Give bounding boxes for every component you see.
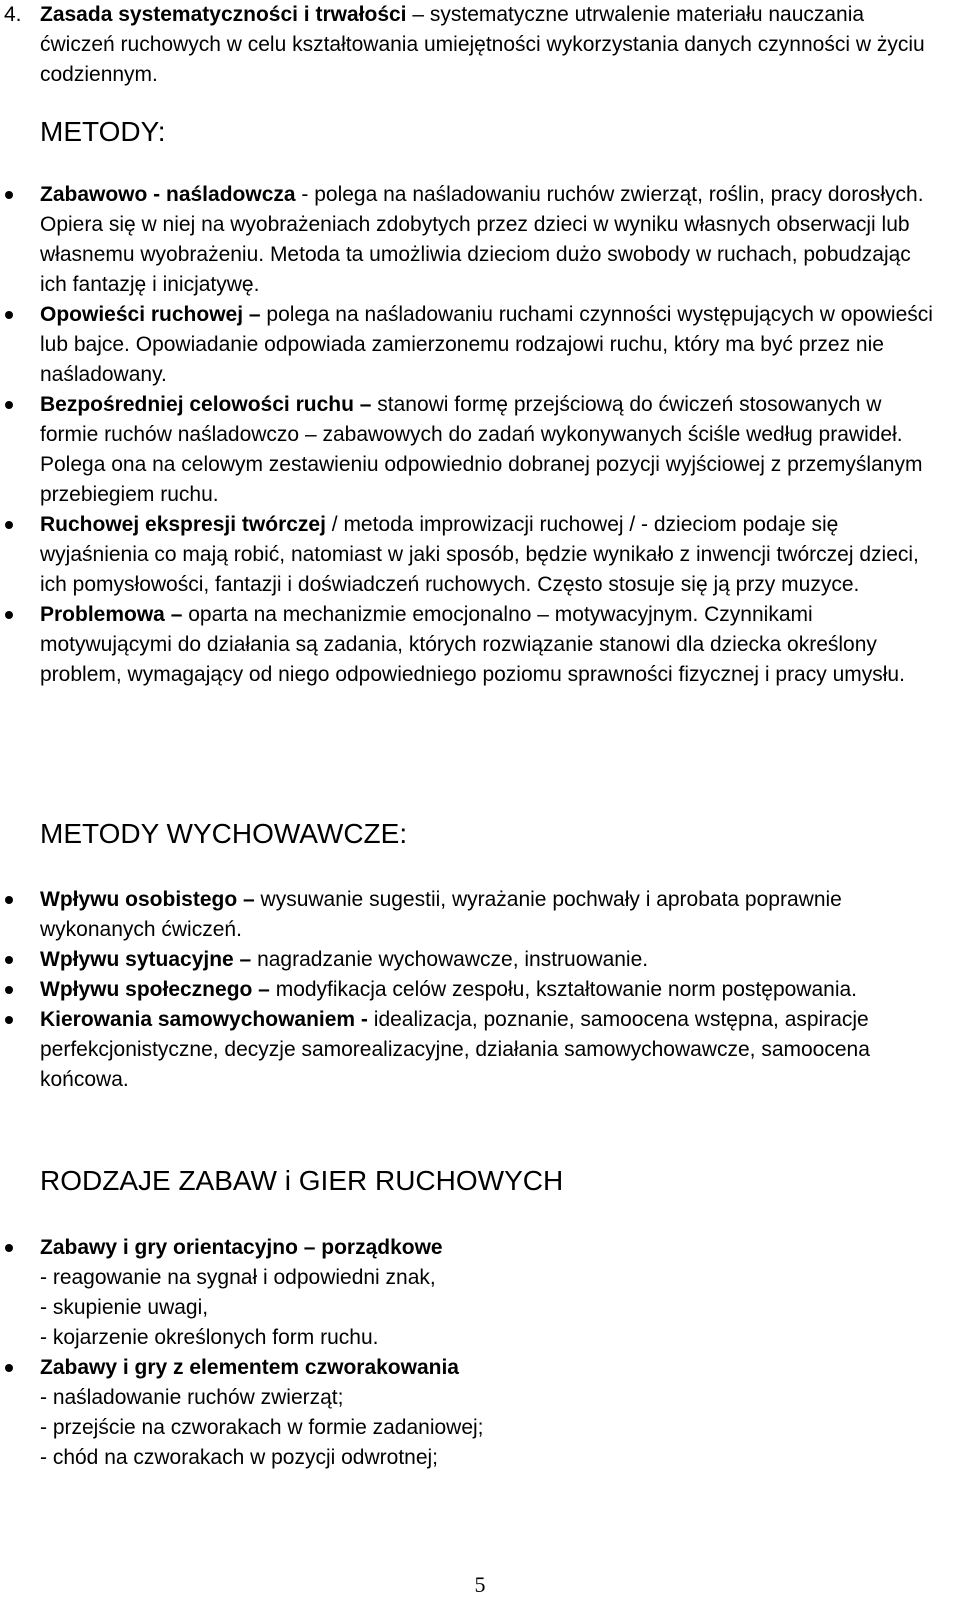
item-title: Wpływu społecznego – <box>40 978 270 1001</box>
bullet-icon <box>5 191 13 199</box>
item-title: Zabawy i gry z elementem czworakowania <box>40 1356 459 1379</box>
item-title: Zabawy i gry orientacyjno – porządkowe <box>40 1236 443 1259</box>
item-title: Wpływu sytuacyjne – <box>40 948 252 971</box>
item-title: Wpływu osobistego – <box>40 888 255 911</box>
list-item <box>0 180 940 300</box>
sub-point: - kojarzenie określonych form ruchu. <box>40 1326 379 1349</box>
sub-point: - naśladowanie ruchów zwierząt; <box>40 1386 344 1409</box>
item-text: / metoda improwizacji ruchowej / - dzieciom podaje się wyjaśnienia co mają robić, natomiast w jaki sposób, będzie wynikało z inwencji twórczej dzieci, ich pomysłowości, fantazji i doświadczeń ruchowych. Często stosuje się ją przy muzyce. <box>40 513 919 596</box>
list-item <box>0 945 940 975</box>
item-title: Ruchowej ekspresji twórczej <box>40 513 326 536</box>
list-item <box>0 300 940 390</box>
section-heading-wychowawcze: METODY WYCHOWAWCZE: <box>40 818 408 849</box>
item-text: wysuwanie sugestii, wyrażanie pochwały i aprobata poprawnie wykonanych ćwiczeń. <box>40 888 842 941</box>
bullet-icon <box>5 311 13 319</box>
bullet-icon <box>5 1364 13 1372</box>
list-item <box>0 1233 940 1353</box>
list-item <box>0 1353 940 1473</box>
item-number: 4. <box>4 3 22 26</box>
page-number: 5 <box>474 1572 486 1597</box>
rodzaje-list <box>0 1233 940 1473</box>
section-heading-rodzaje: RODZAJE ZABAW i GIER RUCHOWYCH <box>40 1165 564 1196</box>
item-text: polega na naśladowaniu ruchami czynności występujących w opowieści lub bajce. Opowiadanie odpowiada zamierzonemu rodzajowi ruchu, który ma być przez nie naśladowany. <box>40 303 933 386</box>
bullet-icon <box>5 956 13 964</box>
item-title: Opowieści ruchowej – <box>40 303 261 326</box>
section-heading-metody: METODY: <box>40 116 166 147</box>
item-title: Bezpośredniej celowości ruchu – <box>40 393 372 416</box>
sub-point: - przejście na czworakach w formie zadaniowej; <box>40 1416 484 1439</box>
item-body <box>40 0 934 90</box>
item-text: stanowi formę przejściową do ćwiczeń stosowanych w formie ruchów naśladowczo – zabawowych do zadań wykonywanych ściśle według prawideł. Polega ona na celowym zestawieniu odpowiednio dobranej pozycji wyjściowej z przemyślanym przebiegiem ruchu. <box>40 393 923 506</box>
item-title: Zasada systematyczności i trwałości <box>40 3 407 26</box>
bullet-icon <box>5 1244 13 1252</box>
item-text: – systematyczne utrwalenie materiału nauczania ćwiczeń ruchowych w celu kształtowania umiejętności wykorzystania danych czynności w życiu codziennym. <box>40 3 925 86</box>
bullet-icon <box>5 611 13 619</box>
list-item <box>0 1005 940 1095</box>
item-text: oparta na mechanizmie emocjonalno – motywacyjnym. Czynnikami motywującymi do działania są zadania, których rozwiązanie stanowi dla dziecka określony problem, wymagający od niego odpowiedniego poziomu sprawności fizycznej i pracy umysłu. <box>40 603 905 686</box>
metody-list <box>0 180 940 690</box>
bullet-icon <box>5 986 13 994</box>
bullet-icon <box>5 896 13 904</box>
numbered-item-4 <box>4 0 934 90</box>
list-item <box>0 975 940 1005</box>
item-text: idealizacja, poznanie, samoocena wstępna, aspiracje perfekcjonistyczne, decyzje samorealizacyjne, działania samowychowawcze, samoocena końcowa. <box>40 1008 870 1091</box>
bullet-icon <box>5 1016 13 1024</box>
item-text: modyfikacja celów zespołu, kształtowanie norm postępowania. <box>269 978 858 1001</box>
item-text: - polega na naśladowaniu ruchów zwierząt, roślin, pracy dorosłych. Opiera się w niej na wyobrażeniach zdobytych przez dzieci w wyniku własnych obserwacji lub własnemu wyobrażeniu. Metoda ta umożliwia dzieciom dużo swobody w ruchach, pobudzając ich fantazję i inicjatywę. <box>40 183 924 296</box>
list-item <box>0 885 940 945</box>
bullet-icon <box>5 401 13 409</box>
sub-point: - skupienie uwagi, <box>40 1296 209 1319</box>
sub-point: - chód na czworakach w pozycji odwrotnej; <box>40 1446 439 1469</box>
item-text: nagradzanie wychowawcze, instruowanie. <box>251 948 649 971</box>
item-title: Zabawowo - naśladowcza <box>40 183 296 206</box>
item-title: Problemowa – <box>40 603 183 626</box>
list-item <box>0 600 940 690</box>
sub-point: - reagowanie na sygnał i odpowiedni znak, <box>40 1266 436 1289</box>
wychowawcze-list <box>0 885 940 1095</box>
list-item <box>0 390 940 510</box>
item-title: Kierowania samowychowaniem - <box>40 1008 368 1031</box>
list-item <box>0 510 940 600</box>
bullet-icon <box>5 521 13 529</box>
